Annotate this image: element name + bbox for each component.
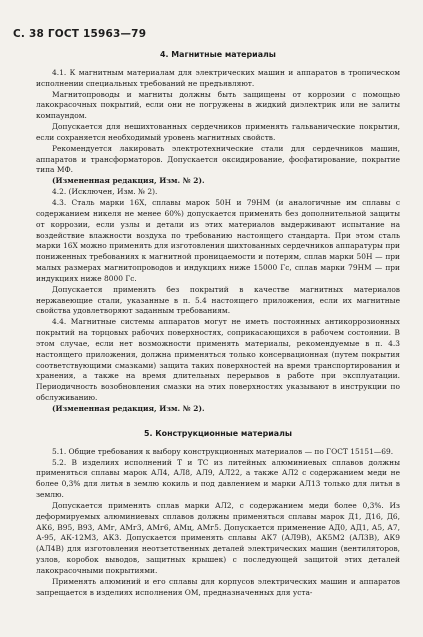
paragraph: Магнитопроводы и магниты должны быть защищены от коррозии с помощью лакокрасочных покрытий, если они не погружены в жидкий диэлектрик или не залиты компаундом. (36, 89, 400, 121)
paragraph: Допускается применять сплав марки АЛ2, с содержанием меди более 0,3%. Из деформируемых алюминиевых сплавов должны применяться сплавы марок Д1, Д16, Д6, АК6, В95, В93, АМг, АМг3, АМг6, АМц, АМг5. Допускается применение АД0, АД1, А5, А7, А-95, АК-12М3, АК3. Допускается применять сплавы АК7 (АЛ9В), АК5М2 (АЛ3В), АК9 (АЛ4В) для изготовления неотзетственных деталей электрических машин (вентиляторов, узлов, коробок выводов, защитных крышек) с последующей защитой этих деталей лакокрасочными покрытиями. (36, 500, 400, 575)
paragraph: Допускается для нешихтованных сердечников применять гальванические покрытия, если сохраняется необходимый уровень магнитных свойств. (36, 122, 400, 142)
paragraph: Рекомендуется лакировать электротехнические стали для сердечников машин, аппаратов и трансформаторов. Допускается оксидирование, фосфатирование, покрытие типа МФ. (36, 143, 400, 175)
section-5-body (36, 447, 400, 599)
section-4-body (36, 68, 400, 415)
paragraph: 5.2. В изделиях исполнений Т и ТС из литейных алюминиевых сплавов должны применяться сплавы марок АЛ4, АЛ8, АЛ9, АЛ22, а также АЛ2 с содержанием меди не более 0,3% для литья в землю кокиль и под давлением и марки АЛ13 только для литья в землю. (36, 457, 400, 500)
paragraph: 4.2. (Исключен, Изм. № 2). (52, 187, 158, 197)
paragraph: 4.4. Магнитные системы аппаратов могут не иметь постоянных антикоррозионных покрытий на торцовых рабочих поверхностях, соприкасающихся в рабочем состоянии. В этом случае, если нет возможности применять материалы, рекомендуемые в п. 4.3 настоящего приложения, должна применяться только консервационная (путем покрытия соответствующими смазками) защита таких поверхностей на время транспортирования и хранения, а также на время длительных перерывов в работе при эксплуатации. Периодичность возобновления смазки на этих поверхностях указывают в инструкции по обслуживанию. (36, 317, 400, 403)
paragraph: 4.1. К магнитным материалам для электрических машин и аппаратов в тропическом исполнении специальных требований не предъявляют. (36, 67, 400, 88)
paragraph: 4.3. Сталь марки 16Х, сплавы марок 50Н и 79НМ (и аналогичные им сплавы с содержанием никеля не менее 60%) допускается применять без дополнительной защиты от коррозии, если узлы и детали из этих материалов выдерживают испытание на воздействие влажности воздуха по требованию настоящего стандарта. При этом сталь марки 16Х можно применять для изготовления шихтованных сердечников аппаратуры при пониженных требованиях к магнитной проницаемости и потерям, сплав марки 50Н — при малых размерах магнитопроводов и индукциях ниже 15000 Гс, сплав марки 79НМ — при индукциях ниже 8000 Гс. (36, 197, 400, 283)
amendment-note: (Измененная редакция, Изм. № 2). (52, 176, 205, 186)
paragraph: Допускается применять без покрытий в качестве магнитных материалов нержавеющие стали, указанные в п. 5.4 настоящего приложения, если их магнитные свойства удовлетворяют заданным требованиям. (36, 284, 400, 316)
section-5-heading: 5. Конструкционные материалы (143, 428, 292, 438)
document-body (36, 50, 400, 599)
amendment-note: (Измененная редакция, Изм. № 2). (52, 404, 205, 413)
page-header: С. 38 ГОСТ 15963—79 (13, 28, 147, 40)
paragraph: 5.1. Общие требования к выбору конструкционных материалов — по ГОСТ 15151—69. (52, 446, 394, 456)
paragraph: Применять алюминий и его сплавы для корпусов электрических машин и аппаратов запрещается в изделиях исполнения ОМ, предназначенных для уста- (36, 576, 400, 597)
section-4-heading: 4. Магнитные материалы (160, 50, 276, 59)
